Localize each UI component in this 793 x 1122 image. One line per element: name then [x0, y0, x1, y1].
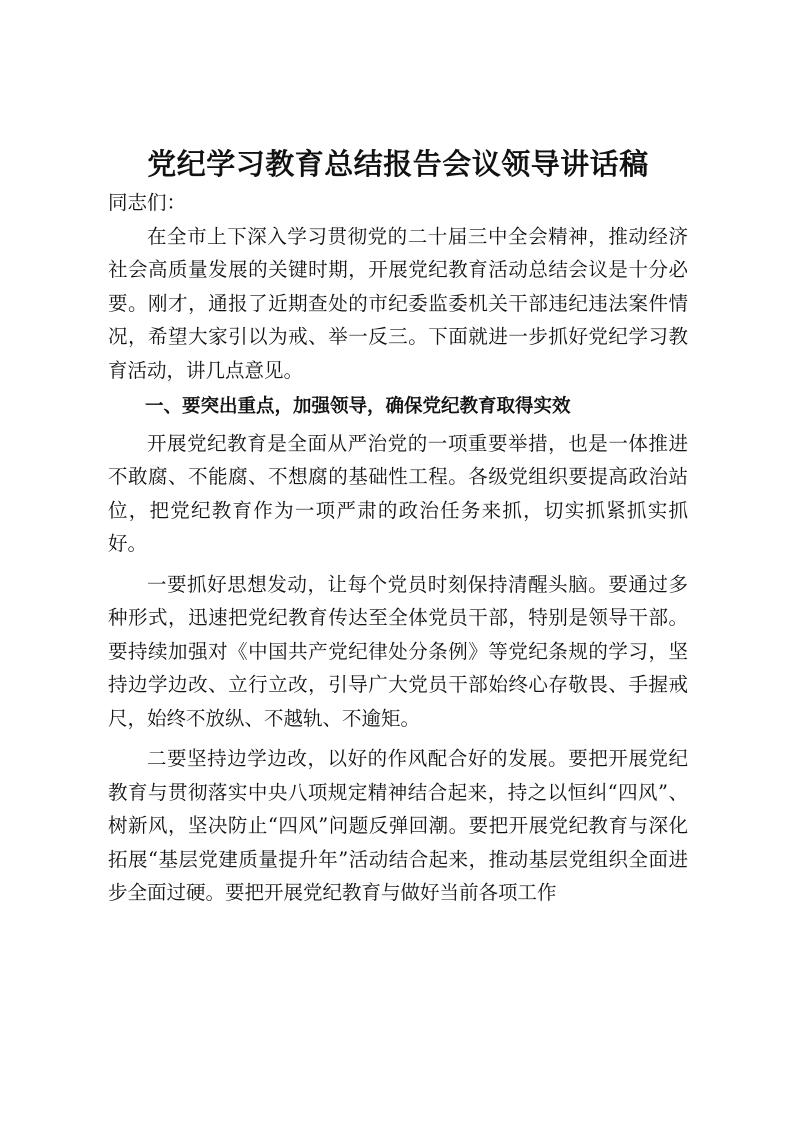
document-body [108, 186, 688, 910]
section-heading: 一、要突出重点，加强领导，确保党纪教育取得实效 [145, 396, 571, 417]
document-title: 党纪学习教育总结报告会议领导讲话稿 [147, 147, 649, 181]
paragraph-section-1: 开展党纪教育是全面从严治党的一项重要举措，也是一体推进不敢腐、不能腐、不想腐的基础性工程。各级党组织要提高政治站位，把党纪教育作为一项严肃的政治任务来抓，切实抓紧抓实抓好。 [108, 431, 688, 555]
salutation: 同志们： [108, 191, 187, 214]
paragraph-section-2: 一要抓好思想发动，让每个党员时刻保持清醒头脑。要通过多种形式，迅速把党纪教育传达至全体党员干部，特别是领导干部。要持续加强对《中国共产党纪律处分条例》等党纪条规的学习，坚持边学边改、立行立改，引导广大党员干部始终心存敬畏、手握戒尺，始终不放纵、不越轨、不逾矩。 [108, 572, 688, 730]
paragraph-intro: 在全市上下深入学习贯彻党的二十届三中全会精神，推动经济社会高质量发展的关键时期，开展党纪教育活动总结会议是十分必要。刚才，通报了近期查处的市纪委监委机关干部违纪违法案件情况，希望大家引以为戒、举一反三。下面就进一步抓好党纪学习教育活动，讲几点意见。 [108, 224, 688, 382]
paragraph-section-3: 二要坚持边学边改，以好的作风配合好的发展。要把开展党纪教育与贯彻落实中央八项规定精神结合起来，持之以恒纠“四风”、树新风，坚决防止“四风”问题反弹回潮。要把开展党纪教育与深化拓展“基层党建质量提升年”活动结合起来，推动基层党组织全面进步全面过硬。要把开展党纪教育与做好当前各项工作 [108, 747, 688, 904]
